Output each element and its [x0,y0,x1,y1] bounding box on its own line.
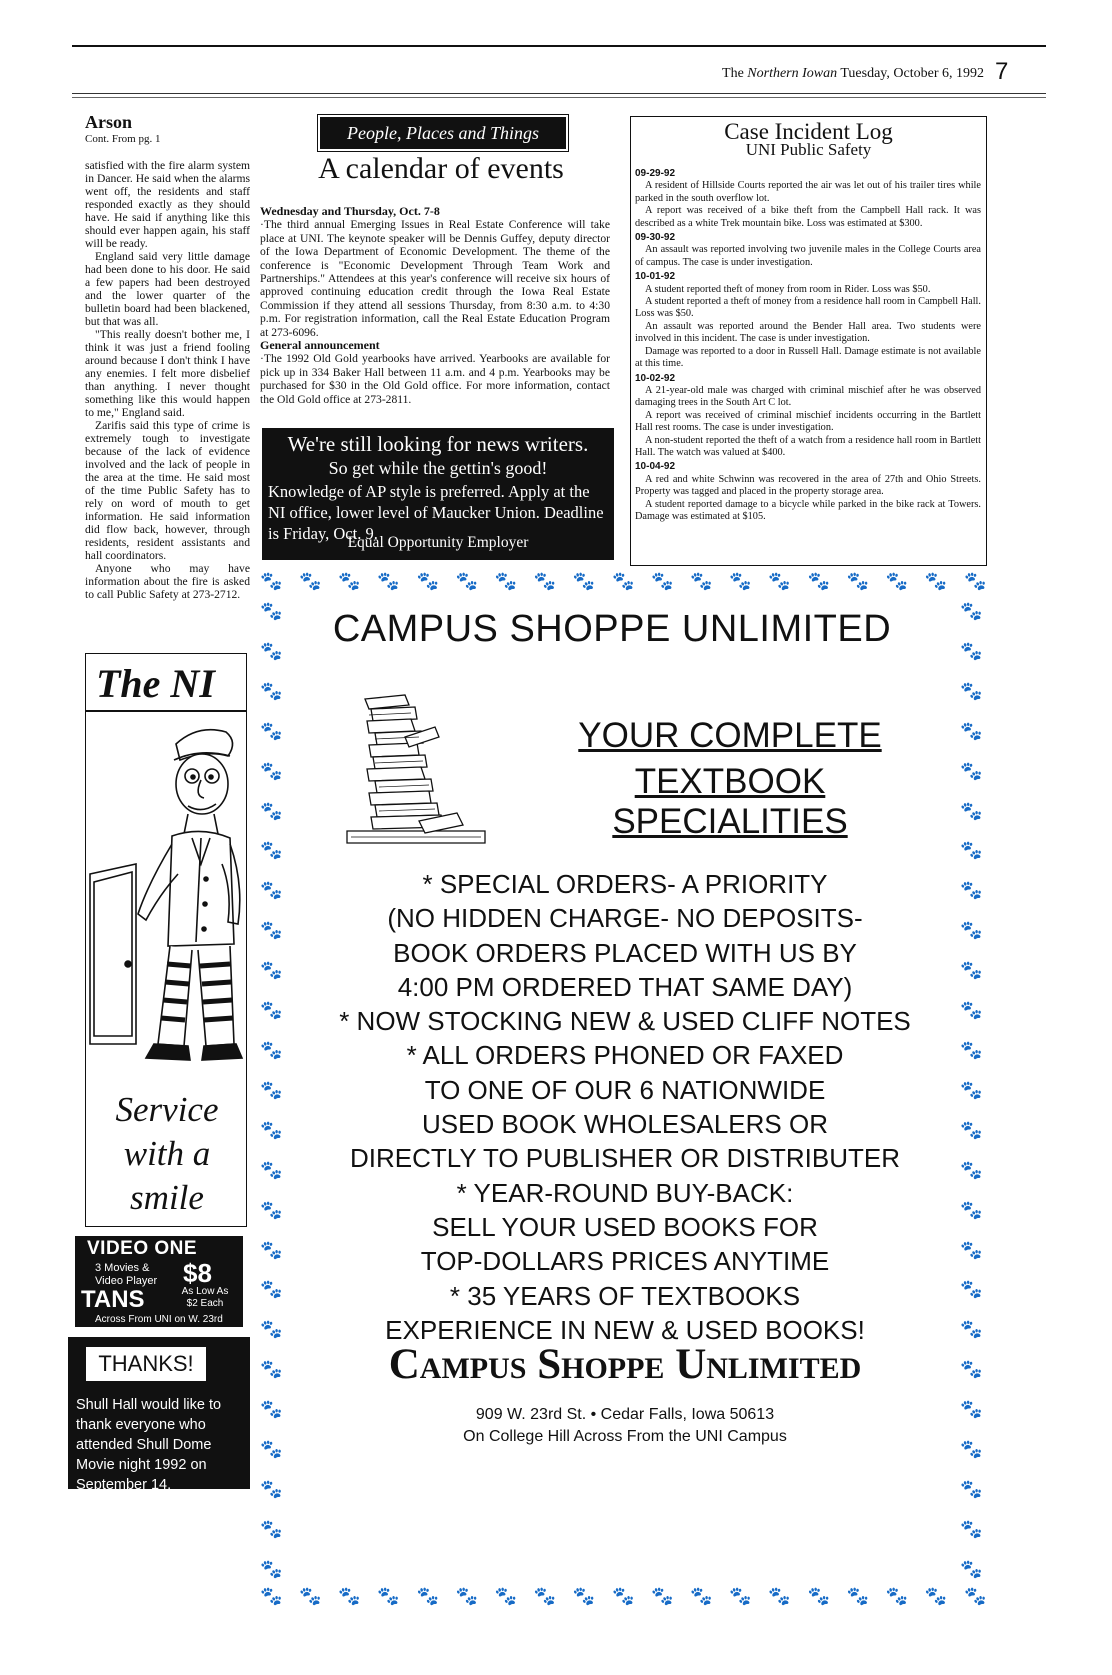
case-entry: A student reported damage to a bicycle while parked in the bike rack at Towers. Damage was estimated at $105. [635,498,981,522]
paw-border-right [960,600,983,1580]
paw-print-icon: 🐾 [416,571,439,591]
campus-shoppe-tagline-1: YOUR COMPLETE [578,716,882,755]
paw-print-icon: 🐾 [260,1586,283,1606]
paw-print-icon: 🐾 [924,571,948,591]
paw-print-icon: 🐾 [960,1199,983,1220]
arson-paragraph: Zarifis said this type of crime is extremely tough to investigate because of the lack of evidence involved and the lack of people in the area at the time. He said most of the time Public Safety has to rely on word of mouth to get information. He said information did flow back, however, through residents, resident assistants and hall coordinators. [85,419,250,562]
paw-print-icon: 🐾 [260,601,283,621]
paw-print-icon: 🐾 [960,1359,983,1380]
paw-print-icon: 🐾 [260,1319,283,1340]
paw-print-icon: 🐾 [260,960,283,981]
paw-print-icon: 🐾 [338,1586,361,1606]
case-date: 10-02-92 [635,372,676,384]
paw-print-icon: 🐾 [960,880,983,901]
services-line: BOOK ORDERS PLACED WITH US BY [393,937,857,968]
paw-print-icon: 🐾 [260,800,283,821]
paw-print-icon: 🐾 [260,1439,283,1460]
paw-print-icon: 🐾 [572,1586,596,1606]
arson-article-body [85,159,250,601]
case-entry: An assault was reported around the Bender Hall area. Two students were involved in this incident. The case is under investigation. [635,320,981,345]
paw-print-icon: 🐾 [846,571,870,591]
paw-print-icon: 🐾 [260,1119,283,1140]
paw-print-icon: 🐾 [377,571,400,591]
paw-print-icon: 🐾 [960,1558,983,1579]
case-entry: A 21-year-old male was charged with criminal mischief after he was observed damaging trees in the South Art C lot. [635,384,981,409]
paw-print-icon: 🐾 [960,1039,983,1060]
services-line: USED BOOK WHOLESALERS OR [422,1109,828,1140]
book-stack-illustration [345,693,487,845]
video-one-offer: 3 Movies & Video Player [95,1262,158,1287]
case-log-subtitle: UNI Public Safety [745,140,872,159]
paw-print-icon: 🐾 [260,1000,283,1021]
paw-print-icon: 🐾 [651,571,674,591]
case-entry: A report was received of criminal mischief incidents occurring in the Bartlett Hall rest rooms. The case is under investigation. [635,409,981,434]
services-line: * NOW STOCKING NEW & USED CLIFF NOTES [339,1006,911,1037]
paw-print-icon: 🐾 [455,1586,478,1606]
case-entry: An assault was reported involving two juvenile males in the College Courts area of campus. The case is under investigation. [635,244,981,268]
paw-print-icon: 🐾 [960,800,983,821]
paw-print-icon: 🐾 [960,960,983,981]
paw-print-icon: 🐾 [533,571,557,591]
campus-shoppe-logo-name: Campus Shoppe Unlimited [388,1341,862,1388]
calendar-entry-heading: General announcement [260,338,380,353]
services-line: (NO HIDDEN CHARGE- NO DEPOSITS- [387,903,863,934]
calendar-entry-heading: Wednesday and Thursday, Oct. 7-8 [260,204,440,218]
paw-print-icon: 🐾 [260,680,283,701]
writers-details: Knowledge of AP style is preferred. Apply at the NI office, lower level of Maucker Union. Deadline is Friday, Oct. 9. [268,482,604,543]
paw-print-icon: 🐾 [260,1199,283,1220]
case-entry: A report was received of a bike theft from the Campbell Hall rack. It was described as a white Trek mountain bike. Loss was estimated at $300. [635,205,981,229]
thanks-title: THANKS! [86,1347,206,1381]
paw-print-icon: 🐾 [768,571,791,591]
paw-print-icon: 🐾 [960,1439,983,1460]
calendar-entry-text: ·The 1992 Old Gold yearbooks have arrived. Yearbooks are available for pick up in 334 Baker Hall between 11 a.m. and 4 p.m. Yearbooks may be purchased for $30 in the Old Gold office. For more information, contact the Old Gold office at 273-2811. [260,352,610,406]
paw-print-icon: 🐾 [885,571,909,591]
paw-print-icon: 🐾 [960,1279,983,1300]
case-entry: A non-student reported the theft of a watch from a residence hall room in Bartlett Hall. The watch was valued at $400. [635,434,981,458]
paw-print-icon: 🐾 [960,1119,983,1140]
paper-name: Northern Iowan [747,66,838,81]
arson-paragraph: satisfied with the fire alarm system in Dancer. He said when the alarms went off, the residents and staff responded exactly as they should have. He said if anything like this should ever happen again, his staff will be ready. [85,159,250,250]
campus-shoppe-headline: CAMPUS SHOPPE UNLIMITED [332,608,892,650]
paw-print-icon: 🐾 [260,1558,283,1579]
page-number: 7 [995,58,1009,85]
services-line: * 35 YEARS OF TEXTBOOKS [449,1280,801,1311]
paw-print-icon: 🐾 [960,1518,983,1539]
paw-print-icon: 🐾 [260,880,283,901]
paw-print-icon: 🐾 [260,1079,283,1100]
paw-print-icon: 🐾 [494,1586,518,1606]
people-places-things-banner: People, Places and Things [320,117,566,149]
paw-print-icon: 🐾 [260,640,283,661]
writers-subhead: So get while the gettin's good! [328,458,548,478]
campus-shoppe-tagline-2: TEXTBOOK SPECIALITIES [612,762,848,841]
writers-eoe: Equal Opportunity Employer [347,534,529,551]
paw-print-icon: 🐾 [611,571,635,591]
paw-print-icon: 🐾 [960,760,983,781]
paw-print-icon: 🐾 [260,1518,283,1539]
paw-print-icon: 🐾 [960,640,983,661]
paw-border-left [260,600,283,1580]
paw-print-icon: 🐾 [260,1359,283,1380]
case-entry: A red and white Schwinn was recovered in the area of 27th and Ohio Streets. Property was tagged and placed in the property storage area. [635,473,981,498]
services-line: DIRECTLY TO PUBLISHER OR DISTRIBUTER [350,1143,900,1174]
top-rule [72,45,1046,47]
campus-shoppe-address-block [300,1404,950,1448]
paw-print-icon: 🐾 [960,1000,983,1021]
paw-print-icon: 🐾 [260,1159,283,1180]
paw-print-icon: 🐾 [729,1586,752,1606]
header-rule [72,93,1046,94]
paw-print-icon: 🐾 [960,720,983,741]
paw-print-icon: 🐾 [807,1586,830,1606]
paw-print-icon: 🐾 [260,920,283,941]
tans-label: TANS [81,1286,145,1313]
paw-print-icon: 🐾 [377,1586,400,1606]
case-entry: Damage was reported to a door in Russell Hall. Damage estimate is not available at this time. [635,345,981,370]
services-line: * SPECIAL ORDERS- A PRIORITY [422,869,828,899]
paw-print-icon: 🐾 [572,571,596,591]
paw-print-icon: 🐾 [960,1079,983,1100]
services-line: TO ONE OF OUR 6 NATIONWIDE [424,1074,826,1105]
case-date: 10-04-92 [635,461,676,473]
paw-print-icon: 🐾 [651,1586,674,1606]
cartoon-illustration [88,714,246,1086]
paw-print-icon: 🐾 [885,1586,909,1606]
header-rule-2 [72,97,1046,98]
case-date: 09-29-92 [635,168,676,179]
video-one-title: VIDEO ONE [87,1238,198,1259]
video-one-price: $8 [183,1258,212,1288]
case-entry: A student reported a theft of money from a residence hall room in Campbell Hall. Loss was $50. [635,296,981,320]
paw-print-icon: 🐾 [729,571,752,591]
thanks-ad [68,1337,250,1493]
paw-print-icon: 🐾 [455,571,478,591]
campus-shoppe-location: On College Hill Across From the UNI Campus [463,1428,787,1445]
paw-print-icon: 🐾 [690,1586,713,1606]
services-line: SELL YOUR USED BOOKS FOR [432,1211,818,1242]
paw-print-icon: 🐾 [260,840,283,861]
arson-headline: Arson [85,112,133,132]
campus-shoppe-address: 909 W. 23rd St. • Cedar Falls, Iowa 50613 [475,1406,775,1423]
thanks-body: Shull Hall would like to thank everyone who attended Shull Dome Movie night 1992 on September 14. [76,1397,222,1493]
case-log-title: Case Incident Log [724,119,893,144]
case-entry: A student reported theft of money from room in Rider. Loss was $50. [645,283,931,295]
calendar-title: A calendar of events [318,152,564,185]
arson-continued-label: Cont. From pg. 1 [85,133,161,145]
paw-print-icon: 🐾 [260,1279,283,1300]
paw-print-icon: 🐾 [338,571,361,591]
case-log-body [635,166,981,523]
paw-print-icon: 🐾 [690,571,713,591]
paw-print-icon: 🐾 [960,920,983,941]
paw-print-icon: 🐾 [299,571,322,591]
paw-print-icon: 🐾 [960,1399,983,1420]
services-line: 4:00 PM ORDERED THAT SAME DAY) [397,971,853,1002]
paw-print-icon: 🐾 [846,1586,870,1606]
paw-print-icon: 🐾 [260,1478,283,1499]
paw-print-icon: 🐾 [963,571,987,591]
campus-shoppe-services [300,867,950,1347]
writers-headline: We're still looking for news writers. [287,432,589,456]
paw-print-icon: 🐾 [960,680,983,701]
calendar-body [260,205,610,406]
case-entry: A resident of Hillside Courts reported the air was let out of his trailer tires while parked in the south overflow lot. [635,180,981,204]
paw-print-icon: 🐾 [924,1586,948,1606]
paw-print-icon: 🐾 [960,1239,983,1260]
case-date: 10-01-92 [635,271,676,283]
paw-print-icon: 🐾 [260,760,283,781]
paw-print-icon: 🐾 [533,1586,557,1606]
video-one-location: Across From UNI on W. 23rd [95,1314,223,1325]
paw-print-icon: 🐾 [960,1159,983,1180]
ni-ad-rule [85,710,246,712]
paw-print-icon: 🐾 [768,1586,791,1606]
arson-paragraph: Anyone who may have information about the fire is asked to call Public Safety at 273-2712. [85,562,250,601]
paw-print-icon: 🐾 [260,571,283,591]
paw-print-icon: 🐾 [611,1586,635,1606]
arson-paragraph: "This really doesn't bother me, I think it was just a friend fooling around because I don't think I have any enemies. I felt more disbelief than anything. I never thought something like this would happen to me," England said. [85,328,250,419]
ni-ad-title: The NI [96,661,215,706]
paw-print-icon: 🐾 [963,1586,987,1606]
paw-print-icon: 🐾 [494,571,518,591]
paw-print-icon: 🐾 [807,571,830,591]
paw-print-icon: 🐾 [260,1239,283,1260]
services-line: * ALL ORDERS PHONED OR FAXED [406,1040,844,1071]
news-writers-ad [262,428,614,560]
paw-print-icon: 🐾 [260,1039,283,1060]
paw-print-icon: 🐾 [960,1319,983,1340]
calendar-entry-text: ·The third annual Emerging Issues in Real Estate Conference will take place at UNI. The keynote speaker will be Dennis Guffey, deputy director of the Iowa Department of Economic Development. The theme of the conference is "Economic Development Through Team Work and Partnerships." Attendees at this year's conference will receive six hours of approved continuing education credit through the Iowa Real Estate Commission if they attend all sessions Thursday, from 8:30 a.m. to 4:30 p.m. For registration information, call the Real Estate Education Program at 273-6096. [260,218,610,339]
case-date: 09-30-92 [635,232,676,244]
arson-paragraph: England said very little damage had been done to his door. He said a few papers had been destroyed and the lower quarter of the bulletin board had been blackened, but that was all. [85,250,250,328]
paw-border-top [260,570,987,592]
paw-print-icon: 🐾 [960,840,983,861]
paw-print-icon: 🐾 [260,720,283,741]
video-one-ad [75,1236,243,1327]
tans-price: As Low As $2 Each [181,1286,229,1309]
ni-ad-slogan: Service with a smile [115,1090,219,1217]
paw-print-icon: 🐾 [416,1586,439,1606]
paw-print-icon: 🐾 [960,601,983,621]
services-line: EXPERIENCE IN NEW & USED BOOKS! [385,1314,865,1345]
paw-border-bottom [260,1585,987,1607]
paw-print-icon: 🐾 [260,1399,283,1420]
paw-print-icon: 🐾 [299,1586,322,1606]
paw-print-icon: 🐾 [960,1478,983,1499]
masthead: The Northern Iowan Tuesday, October 6, 1992 [722,66,984,81]
services-line: TOP-DOLLARS PRICES ANYTIME [420,1246,830,1277]
services-line: * YEAR-ROUND BUY-BACK: [456,1177,794,1208]
